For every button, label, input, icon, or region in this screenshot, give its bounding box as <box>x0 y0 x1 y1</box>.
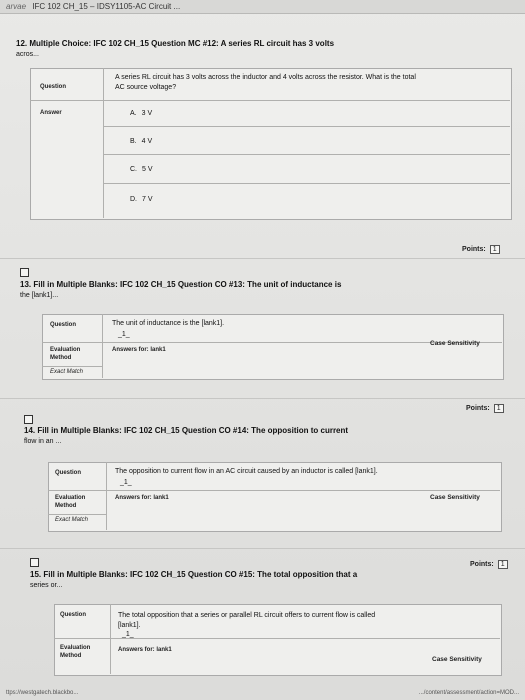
question-12-subheading: acros... <box>16 51 39 58</box>
option-a-letter: A. <box>130 110 137 117</box>
question-13-text: The unit of inductance is the [lank1]. <box>112 320 225 327</box>
question-12-title: 12. Multiple Choice: IFC 102 CH_15 Question MC #12: A series RL circuit has 3 volts <box>16 39 335 48</box>
q13-divider <box>102 314 103 378</box>
question-13-points <box>466 404 504 413</box>
option-a-text: 3 V <box>141 110 153 117</box>
option-d[interactable] <box>130 196 153 203</box>
question-13-exact-match: Exact Match <box>50 369 84 375</box>
question-14-title: 14. Fill in Multiple Blanks: IFC 102 CH_15 Question CO #14: The opposition to current <box>24 426 349 435</box>
question-13-blank-marker: _1_ <box>118 331 130 338</box>
question-13-eval-label-2: Method <box>50 355 72 361</box>
q14-row-divider <box>48 490 500 491</box>
question-14-exact-match: Exact Match <box>55 517 89 523</box>
question-14-eval-label-1: Evaluation <box>55 495 86 501</box>
points-label: Points: <box>466 405 490 412</box>
option-a[interactable] <box>130 110 152 117</box>
question-15-heading <box>30 569 455 591</box>
option-c-letter: C. <box>130 166 137 173</box>
q15-divider <box>110 604 111 674</box>
points-value[interactable]: 1 <box>490 245 500 254</box>
question-14-blank-marker: _1_ <box>120 479 132 486</box>
question-14-text: The opposition to current flow in an AC circuit caused by an inductor is called [lank1]. <box>115 468 378 475</box>
question-14-eval-label-2: Method <box>55 503 77 509</box>
question-15-case-sensitivity: Case Sensitivity <box>432 656 482 663</box>
question-15-eval-label-1: Evaluation <box>60 645 91 651</box>
question-15-question-label: Question <box>60 612 87 618</box>
q13-eval-divider <box>42 366 102 367</box>
question-12-text-2: AC source voltage? <box>115 84 177 91</box>
option-b-letter: B. <box>130 138 137 145</box>
q12-row-divider <box>30 100 510 101</box>
q15-row-divider <box>54 638 500 639</box>
question-14-checkbox[interactable] <box>24 415 33 424</box>
question-15-text-1: The total opposition that a series or parallel RL circuit offers to current flow is called <box>118 612 376 619</box>
question-12-question-label: Question <box>40 84 67 90</box>
points-label: Points: <box>462 246 486 253</box>
q14-divider <box>106 462 107 530</box>
question-12-text-1: A series RL circuit has 3 volts across the inductor and 4 volts across the resistor. What is the total <box>115 74 416 81</box>
question-13-question-label: Question <box>50 322 77 328</box>
option-divider-3 <box>103 183 510 184</box>
question-15-answers-label: Answers for: lank1 <box>118 647 172 653</box>
question-13-checkbox[interactable] <box>20 268 29 277</box>
section-separator-2 <box>0 398 525 399</box>
option-d-text: 7 V <box>142 196 153 203</box>
status-url-left[interactable]: ttps://westgatech.blackbo... <box>6 690 79 696</box>
question-13-case-sensitivity: Case Sensitivity <box>430 340 480 347</box>
option-c[interactable] <box>130 166 153 173</box>
status-url-right[interactable]: .../content/assessment/action=MOD... <box>418 690 519 696</box>
section-separator-1 <box>0 258 525 259</box>
question-12-heading <box>16 38 416 60</box>
window-title-bar <box>0 0 525 14</box>
question-12-answer-label: Answer <box>40 110 62 116</box>
section-separator-3 <box>0 548 525 549</box>
question-13-answers-label: Answers for: lank1 <box>112 347 166 353</box>
q12-divider <box>103 68 104 218</box>
question-13-subheading: the [lank1]... <box>20 292 59 299</box>
question-15-blank-marker: _1_ <box>122 631 134 638</box>
option-divider-2 <box>103 154 510 155</box>
points-value[interactable]: 1 <box>494 404 504 413</box>
question-13-eval-label-1: Evaluation <box>50 347 81 353</box>
question-14-question-label: Question <box>55 470 82 476</box>
question-15-eval-label-2: Method <box>60 653 82 659</box>
option-divider-1 <box>103 126 510 127</box>
question-15-subheading: series or... <box>30 582 63 589</box>
option-b-text: 4 V <box>141 138 153 145</box>
points-value[interactable]: 1 <box>498 560 508 569</box>
title-prefix: arvae <box>6 2 27 11</box>
window-title: IFC 102 CH_15 – IDSY1105-AC Circuit ... <box>32 2 181 11</box>
question-14-answers-label: Answers for: lank1 <box>115 495 169 501</box>
question-14-subheading: flow in an ... <box>24 438 62 445</box>
question-14-heading <box>24 425 444 447</box>
question-13-title: 13. Fill in Multiple Blanks: IFC 102 CH_15 Question CO #13: The unit of inductance is <box>20 280 342 289</box>
question-15-checkbox[interactable] <box>30 558 39 567</box>
question-13-heading <box>20 279 440 301</box>
option-b[interactable] <box>130 138 152 145</box>
question-12-points <box>462 245 500 254</box>
q14-eval-divider <box>48 514 106 515</box>
question-14-case-sensitivity: Case Sensitivity <box>430 494 480 501</box>
points-label: Points: <box>470 561 494 568</box>
option-c-text: 5 V <box>142 166 153 173</box>
question-15-title: 15. Fill in Multiple Blanks: IFC 102 CH_15 Question CO #15: The total opposition that a <box>30 570 358 579</box>
option-d-letter: D. <box>130 196 137 203</box>
question-15-text-2: [lank1]. <box>118 622 141 629</box>
question-14-points <box>470 560 508 569</box>
